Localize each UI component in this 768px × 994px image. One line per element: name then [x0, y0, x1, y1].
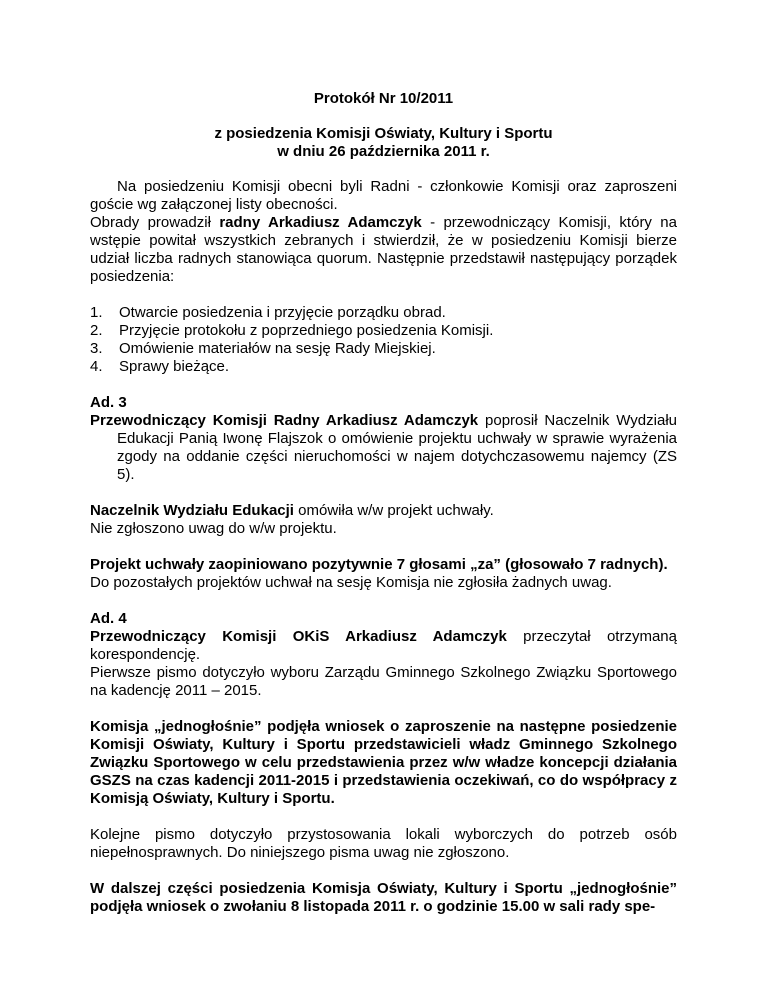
ad4-chair-name: Przewodniczący Komisji OKiS Arkadiusz Adamczyk [90, 628, 507, 645]
ad3-heading: Ad. 3 [90, 394, 127, 411]
ad3-vote-result: Projekt uchwały zaopiniowano pozytywnie 7 głosami „za” (głosowało 7 radnych). [90, 556, 668, 573]
ad3-discussion [90, 502, 677, 538]
intro-paragraph-chair [90, 214, 677, 286]
agenda-item-text: Omówienie materiałów na sesję Rady Miejskiej. [119, 340, 436, 357]
intro-paragraph-attendance: Na posiedzeniu Komisji obecni byli Radni - członkowie Komisji oraz zaproszeni goście wg załączonej listy obecności. [90, 178, 677, 213]
subtitle-line-1: z posiedzenia Komisji Oświaty, Kultury i Sportu [214, 125, 553, 142]
ad4-motion-invitation: Komisja „jednogłośnie” podjęła wniosek o zaproszenie na następne posiedzenie Komisji Oświaty, Kultury i Sportu przedstawicieli władz Gminnego Szkolnego Związku Sportowego w celu przedstawienia przez w/w władze koncepcji działania GSZS na czas kadencji 2011-2015 i przedstawienia oczekiwań, co do współpracy z Komisją Oświaty, Kultury i Sportu. [90, 718, 677, 807]
intro-section [90, 178, 677, 286]
agenda-item-number: 4. [90, 358, 103, 375]
agenda-item [90, 358, 677, 376]
agenda-list [90, 304, 677, 376]
ad3-chair-text: poprosił Naczelnik Wydziału Edukacji Panią Iwonę Flajszok o omówienie projektu uchwały w sprawie wyrażenia zgody na oddanie części nieruchomości w najem dotychczasowemu najemcy (ZS 5). [117, 412, 678, 483]
ad3-vote-section [90, 556, 677, 592]
intro-chair-post: - przewodniczący Komisji, który na wstępie powitał wszystkich zebranych i stwierdził, że w posiedzeniu Komisji bierze udział liczba radnych stanowiąca quorum. Następnie przedstawił następujący porządek posiedzenia: [90, 214, 677, 285]
ad3-head-of-dept-name: Naczelnik Wydziału Edukacji [90, 502, 294, 519]
intro-chair-pre: Obrady prowadził [90, 214, 220, 231]
ad3-head-of-dept-paragraph [90, 502, 677, 520]
ad4-heading: Ad. 4 [90, 610, 127, 627]
ad4-motion-meeting: W dalszej części posiedzenia Komisja Oświaty, Kultury i Sportu „jednogłośnie” podjęła wniosek o zwołaniu 8 listopada 2011 r. o godzinie 15.00 w sali rady spe- [90, 880, 677, 915]
intro-chair-name: radny Arkadiusz Adamczyk [219, 214, 422, 231]
ad4-first-letter: Pierwsze pismo dotyczyło wyboru Zarządu Gminnego Szkolnego Związku Sportowego na kadencję 2011 – 2015. [90, 664, 677, 699]
ad4-section [90, 610, 677, 700]
ad3-other-projects: Do pozostałych projektów uchwał na sesję Komisja nie zgłosiła żadnych uwag. [90, 574, 612, 591]
ad4-chair-paragraph [90, 628, 677, 664]
agenda-item [90, 340, 677, 358]
document-page [90, 90, 677, 916]
ad4-second-letter: Kolejne pismo dotyczyło przystosowania lokali wyborczych do potrzeb osób niepełnosprawnych. Do niniejszego pisma uwag nie zgłoszono. [90, 826, 677, 861]
document-subtitle [90, 125, 677, 161]
subtitle-line-2: w dniu 26 października 2011 r. [277, 143, 490, 160]
agenda-item-text: Otwarcie posiedzenia i przyjęcie porządku obrad. [119, 304, 446, 321]
ad4-chair-text: przeczytał otrzymaną korespondencję. [90, 628, 677, 663]
agenda-item-text: Przyjęcie protokołu z poprzedniego posiedzenia Komisji. [119, 322, 494, 339]
ad3-no-remarks: Nie zgłoszono uwag do w/w projektu. [90, 520, 337, 537]
ad3-head-of-dept-text: omówiła w/w projekt uchwały. [293, 502, 494, 519]
agenda-item-number: 1. [90, 304, 103, 321]
ad3-chair-paragraph [90, 412, 677, 484]
ad3-section [90, 394, 677, 484]
agenda-item-text: Sprawy bieżące. [119, 358, 230, 375]
agenda-item [90, 322, 677, 340]
document-title: Protokół Nr 10/2011 [313, 90, 454, 107]
agenda-item-number: 2. [90, 322, 103, 339]
agenda-item [90, 304, 677, 322]
ad3-chair-name: Przewodniczący Komisji Radny Arkadiusz Adamczyk [90, 412, 479, 429]
agenda-item-number: 3. [90, 340, 103, 357]
